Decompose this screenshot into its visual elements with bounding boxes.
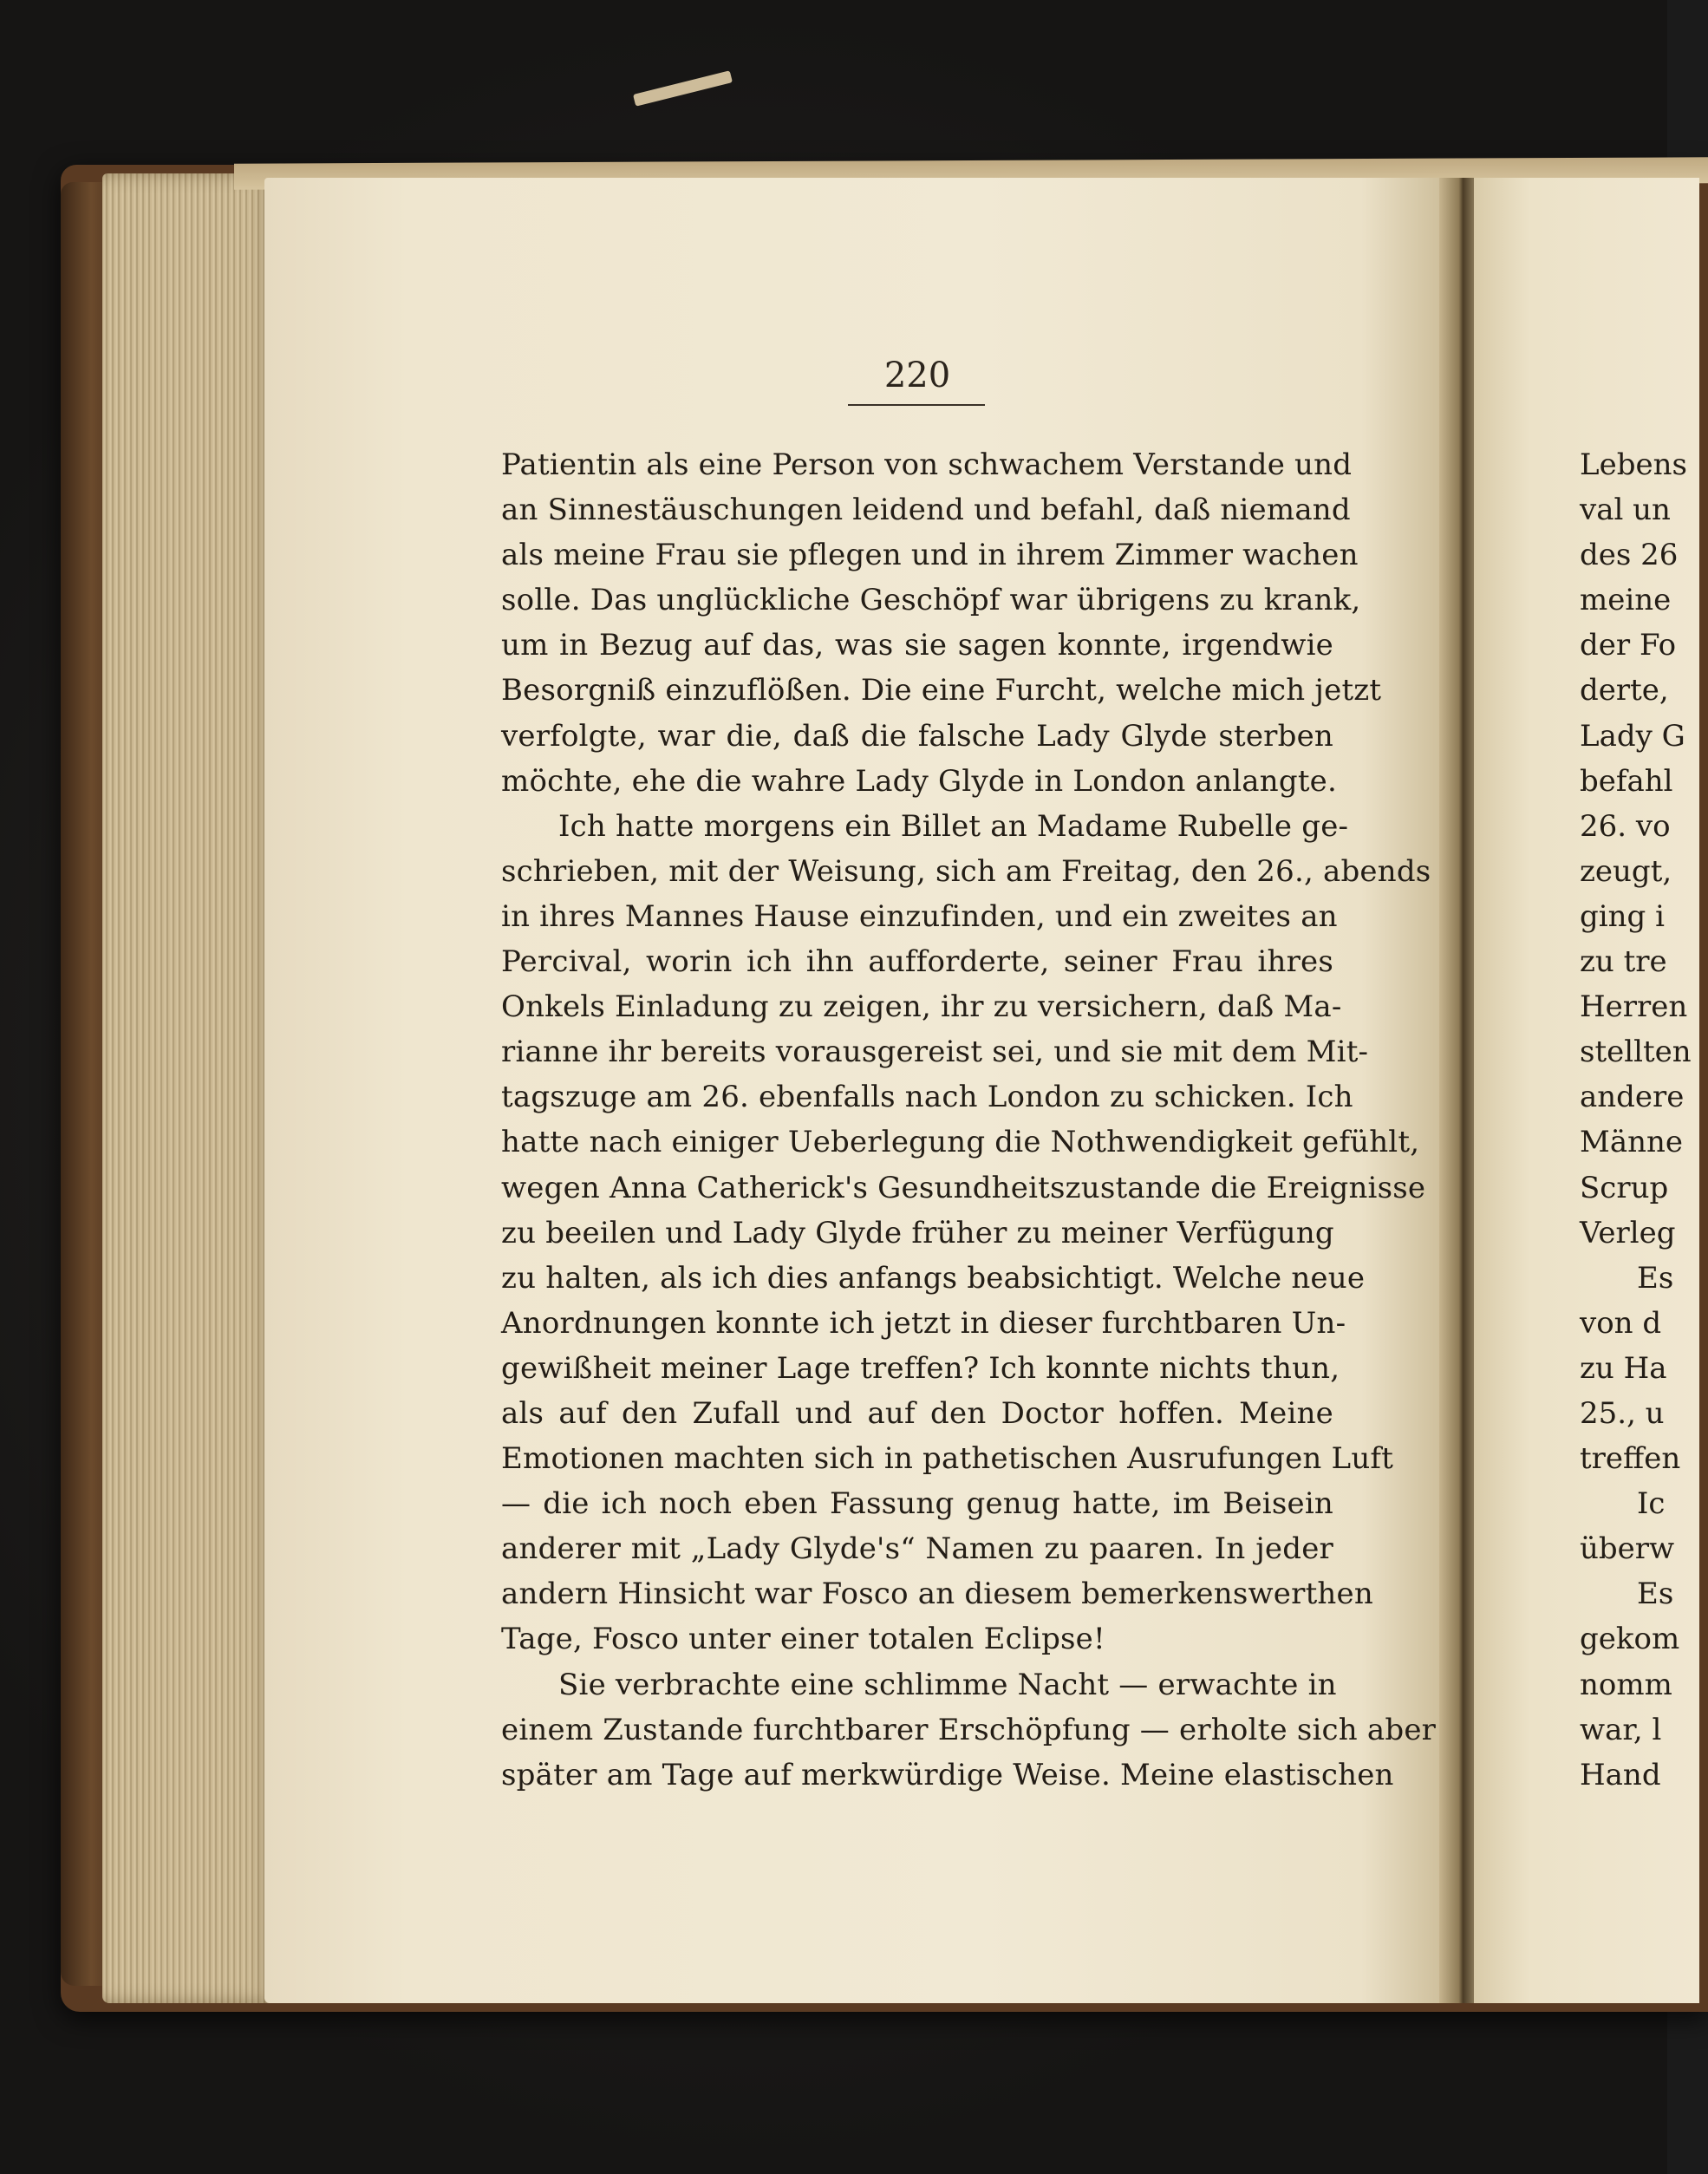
text-line: andern Hinsicht war Fosco an diesem bemerkenswerthen: [501, 1577, 1373, 1612]
text-line: Lady G: [1580, 718, 1685, 754]
text-line: Lebens: [1580, 447, 1687, 482]
text-line: später am Tage auf merkwürdige Weise. Meine elastischen: [501, 1757, 1394, 1792]
text-line: Tage, Fosco unter einer totalen Eclipse!: [501, 1622, 1105, 1657]
text-line: Emotionen machten sich in pathetischen Ausrufungen Luft: [501, 1441, 1394, 1477]
text-line: Sie verbrachte eine schlimme Nacht — erwachte in: [558, 1667, 1337, 1702]
text-line: Percival, worin ich ihn aufforderte, seiner Frau ihres: [501, 944, 1333, 980]
text-line: Herren: [1580, 989, 1688, 1025]
text-line: zu Ha: [1580, 1350, 1667, 1386]
text-line: gewißheit meiner Lage treffen? Ich konnte nichts thun,: [501, 1350, 1340, 1386]
text-line: Besorgniß einzuflößen. Die eine Furcht, welche mich jetzt: [501, 673, 1382, 708]
text-line: tagszuge am 26. ebenfalls nach London zu schicken. Ich: [501, 1080, 1353, 1115]
text-line: schrieben, mit der Weisung, sich am Freitag, den 26., abends: [501, 853, 1431, 889]
text-line: val un: [1580, 493, 1671, 528]
text-line: andere: [1580, 1080, 1685, 1115]
text-line: stellten: [1580, 1035, 1692, 1070]
text-line: als auf den Zufall und auf den Doctor hoffen. Meine: [501, 1395, 1333, 1431]
text-line: in ihres Mannes Hause einzufinden, und ein zweites an: [501, 898, 1338, 934]
text-line: Männe: [1580, 1125, 1683, 1160]
text-line: Es: [1637, 1577, 1674, 1612]
text-line: zu halten, als ich dies anfangs beabsichtigt. Welche neue: [501, 1260, 1366, 1296]
text-line: war, l: [1580, 1712, 1662, 1747]
text-line: zu beeilen und Lady Glyde früher zu meiner Verfügung: [501, 1215, 1334, 1250]
text-line: Es: [1637, 1260, 1674, 1296]
text-line: von d: [1580, 1305, 1662, 1341]
text-line: als meine Frau sie pflegen und in ihrem Zimmer wachen: [501, 538, 1359, 573]
text-line: Ic: [1637, 1486, 1666, 1522]
text-line: nomm: [1580, 1667, 1672, 1702]
text-line: Hand: [1580, 1757, 1661, 1792]
text-line: zu tre: [1580, 944, 1667, 980]
text-line: um in Bezug auf das, was sie sagen konnte, irgendwie: [501, 628, 1333, 663]
paper-sliver: [633, 70, 733, 106]
text-line: rianne ihr bereits vorausgereist sei, und sie mit dem Mit-: [501, 1035, 1369, 1070]
text-line: — die ich noch eben Fassung genug hatte, im Beisein: [501, 1486, 1333, 1522]
text-line: Patientin als eine Person von schwachem Verstande und: [501, 447, 1353, 482]
text-line: 25., u: [1580, 1395, 1665, 1431]
text-line: gekom: [1580, 1622, 1680, 1657]
text-line: Verleg: [1580, 1215, 1676, 1250]
text-line: Ich hatte morgens ein Billet an Madame Rubelle ge-: [558, 808, 1349, 844]
text-line: solle. Das unglückliche Geschöpf war übrigens zu krank,: [501, 583, 1361, 618]
page-number-rule: [848, 404, 985, 406]
text-line: treffen: [1580, 1441, 1681, 1477]
text-line: der Fo: [1580, 628, 1677, 663]
text-line: hatte nach einiger Ueberlegung die Nothwendigkeit gefühlt,: [501, 1125, 1420, 1160]
text-line: einem Zustande furchtbarer Erschöpfung — erholte sich aber: [501, 1712, 1437, 1747]
text-line: derte,: [1580, 673, 1669, 708]
left-page-text: [501, 442, 1437, 1798]
text-line: zeugt,: [1580, 853, 1672, 889]
text-line: verfolgte, war die, daß die falsche Lady Glyde sterben: [501, 718, 1333, 754]
page-edges: [102, 173, 276, 2003]
text-line: anderer mit „Lady Glyde's“ Namen zu paaren. In jeder: [501, 1531, 1333, 1567]
text-line: wegen Anna Catherick's Gesundheitszustande die Ereignisse: [501, 1170, 1426, 1205]
text-line: meine: [1580, 583, 1672, 618]
text-line: Scrup: [1580, 1170, 1669, 1205]
text-line: Anordnungen konnte ich jetzt in dieser furchtbaren Un-: [501, 1305, 1346, 1341]
text-line: an Sinnestäuschungen leidend und befahl, daß niemand: [501, 493, 1351, 528]
text-line: 26. vo: [1580, 808, 1671, 844]
text-line: Onkels Einladung zu zeigen, ihr zu versichern, daß Ma-: [501, 989, 1342, 1025]
text-line: des 26: [1580, 538, 1679, 573]
text-line: überw: [1580, 1531, 1675, 1567]
page-number: 220: [883, 356, 951, 395]
text-line: befahl: [1580, 763, 1673, 799]
right-page-text: [1580, 442, 1701, 1798]
text-line: ging i: [1580, 898, 1665, 934]
text-line: möchte, ehe die wahre Lady Glyde in London anlangte.: [501, 763, 1338, 799]
